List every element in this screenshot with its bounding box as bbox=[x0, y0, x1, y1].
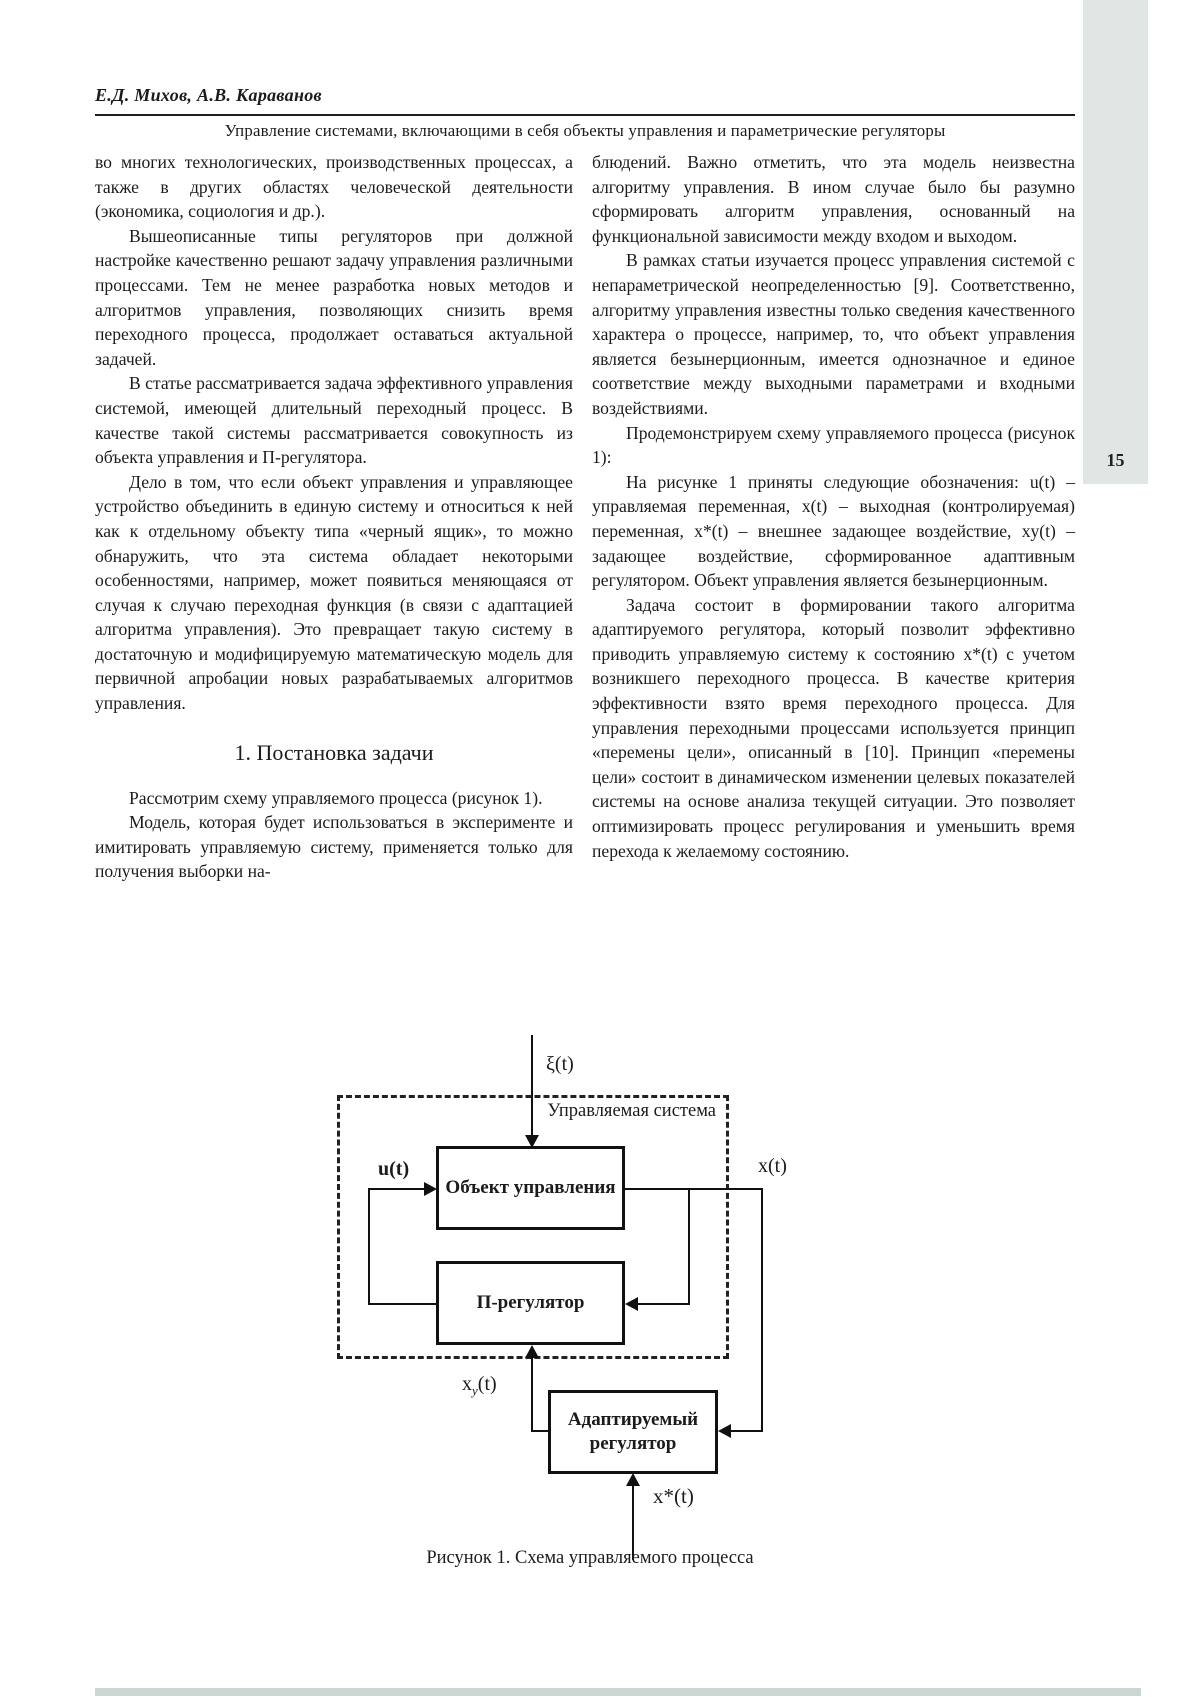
paragraph: В статье рассматривается задача эффективного управления системой, имеющей длительный переходный процесс. В качестве такой системы рассматривается совокупность из объекта управления и П-регулятора. bbox=[95, 373, 573, 468]
arrow-left-icon bbox=[625, 1297, 638, 1311]
page-bottom-accent-bar bbox=[95, 1688, 1141, 1696]
adaptive-setpoint-label bbox=[462, 1373, 497, 1399]
figure-caption: Рисунок 1. Схема управляемого процесса bbox=[426, 1548, 754, 1568]
plant-output-line bbox=[625, 1188, 763, 1190]
adaptive-setpoint-sub: y bbox=[472, 1383, 478, 1398]
header-rule bbox=[95, 114, 1075, 116]
output-branch-line bbox=[688, 1189, 690, 1305]
paragraph: во многих технологических, производственных процессах, а также в других областях человеческой деятельности (экономика, социология и др.). bbox=[95, 152, 573, 222]
arrow-up-icon bbox=[525, 1345, 539, 1358]
adaptive-output-line bbox=[531, 1430, 548, 1432]
page-margin-accent-bar bbox=[1083, 0, 1148, 484]
adaptive-input-line bbox=[730, 1430, 763, 1432]
feedback-left-line bbox=[368, 1189, 370, 1305]
paragraph: Дело в том, что если объект управления и управляющее устройство объединить в единую систему и относиться к ней как к отдельному объекту типа «черный ящик», то можно обнаружить, что эта система обладает некоторыми особенностями, например, может появиться меняющаяся от случая к случаю переходная функция (в связи с адаптацией алгоритма управления). Это превращает такую систему в достаточную и модифицируемую математическую модель для первичной апробации новых разрабатываемых алгоритмов управления. bbox=[95, 471, 573, 714]
authors-line: Е.Д. Михов, А.В. Караванов bbox=[95, 85, 322, 105]
adaptive-setpoint-line bbox=[531, 1357, 533, 1432]
right-column bbox=[592, 150, 1075, 863]
arrow-left-icon bbox=[718, 1424, 731, 1438]
paragraph: блюдений. Важно отметить, что эта модель неизвестна алгоритму управления. В ином случае было бы разумно сформировать алгоритм управления, основанный на функциональной зависимости между входом и выходом. bbox=[592, 152, 1075, 246]
paragraph: Вышеописанные типы регуляторов при должной настройке качественно решают задачу управления различными процессами. Тем не менее разработка новых методов и алгоритмов управления, позволяющих снизить время переходного процесса, продолжает оставаться актуальной задачей. bbox=[95, 225, 573, 369]
paragraph: Рассмотрим схему управляемого процесса (рисунок 1). bbox=[129, 787, 543, 808]
control-signal-label: u(t) bbox=[378, 1158, 410, 1180]
arrow-up-icon bbox=[626, 1473, 640, 1486]
paragraph: В рамках статьи изучается процесс управления системой с непараметрической неопределенностью [9]. Соответственно, алгоритму управления известны только сведения качественного характера о процессе, например, то, что объект управления является безынерционным, имеется однозначное и единое соответствие между выходными параметрами и входными воздействиями. bbox=[592, 250, 1075, 418]
left-column bbox=[95, 150, 573, 884]
output-signal-label: x(t) bbox=[758, 1155, 787, 1177]
paragraph: На рисунке 1 приняты следующие обозначения: u(t) – управляемая переменная, x(t) – выходная (контролируемая) переменная, x*(t) – внешнее задающее воздействие, xy(t) – задающее воздействие, сформированное адаптивным регулятором. Объект управления является безынерционным. bbox=[592, 471, 1075, 591]
noise-signal-label: ξ(t) bbox=[546, 1053, 574, 1075]
adaptive-setpoint-tail: (t) bbox=[477, 1373, 497, 1395]
control-input-line bbox=[368, 1188, 424, 1190]
arrow-right-icon bbox=[424, 1182, 437, 1196]
p-regulator-output-line bbox=[368, 1303, 436, 1305]
page-number: 15 bbox=[1106, 450, 1125, 470]
controlled-system-label: Управляемая система bbox=[547, 1101, 716, 1121]
plant-block: Объект управления bbox=[436, 1146, 625, 1230]
running-title: Управление системами, включающими в себя объекты управления и параметрические регуляторы bbox=[224, 121, 946, 140]
paragraph: Продемонстрируем схему управляемого процесса (рисунок 1): bbox=[592, 422, 1075, 468]
section-heading: 1. Постановка задачи bbox=[234, 739, 434, 765]
output-down-line bbox=[761, 1189, 763, 1432]
paragraph: Задача состоит в формировании такого алгоритма адаптируемого регулятора, который позволит эффективно приводить управляемую систему к состоянию x*(t) с учетом возникшего переходного процесса. В качестве критерия эффективности взято время переходного процесса. Для управления переходными процессами используется принцип «перемены цели», описанный в [10]. Принцип «перемены цели» состоит в динамическом изменении целевых показателей системы на основе анализа текущей ситуации. Это позволяет оптимизировать процесс регулирования и уменьшить время перехода к желаемому состоянию. bbox=[592, 594, 1075, 861]
p-regulator-input-line bbox=[637, 1303, 690, 1305]
p-regulator-block: П-регулятор bbox=[436, 1261, 625, 1345]
adaptive-regulator-block: Адаптируемый регулятор bbox=[548, 1390, 718, 1474]
adaptive-setpoint-base: x bbox=[462, 1373, 472, 1395]
paragraph: Модель, которая будет использоваться в эксперименте и имитировать управляемую систему, применяется только для получения выборки на- bbox=[95, 812, 573, 882]
external-setpoint-label: x*(t) bbox=[653, 1484, 694, 1508]
